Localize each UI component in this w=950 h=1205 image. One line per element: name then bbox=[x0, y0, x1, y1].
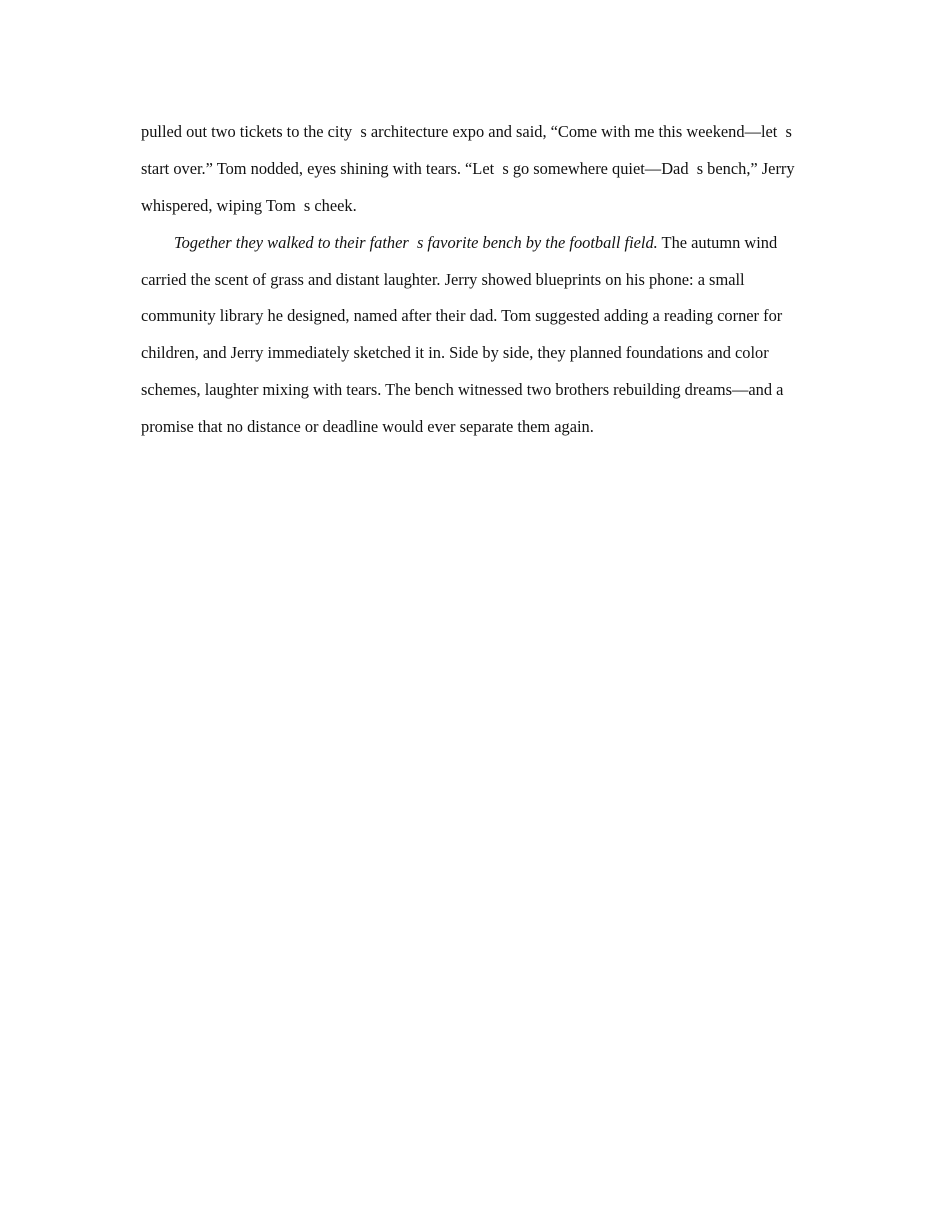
text-line: start over.” Tom nodded, eyes shining with tears. “Let s go somewhere quiet—Dad s bench,” Jerry bbox=[141, 158, 795, 178]
text-line: schemes, laughter mixing with tears. The bench witnessed two brothers rebuilding dreams—and a bbox=[141, 380, 784, 400]
text-fragment: The autumn wind bbox=[657, 232, 778, 252]
italic-sentence: Together they walked to their father s favorite bench by the football field. bbox=[174, 232, 658, 252]
text-line: whispered, wiping Tom s cheek. bbox=[141, 195, 357, 215]
text-line-first bbox=[141, 225, 811, 262]
body-text bbox=[141, 114, 811, 446]
text-line: children, and Jerry immediately sketched it in. Side by side, they planned foundations and color bbox=[141, 343, 769, 363]
paragraph-2 bbox=[141, 225, 811, 446]
paragraph-1 bbox=[141, 114, 811, 225]
text-line: pulled out two tickets to the city s architecture expo and said, “Come with me this weekend—let s bbox=[141, 122, 792, 141]
text-line: carried the scent of grass and distant laughter. Jerry showed blueprints on his phone: a small bbox=[141, 269, 745, 289]
text-line: promise that no distance or deadline would ever separate them again. bbox=[141, 417, 594, 437]
text-line: community library he designed, named after their dad. Tom suggested adding a reading corner for bbox=[141, 306, 783, 326]
